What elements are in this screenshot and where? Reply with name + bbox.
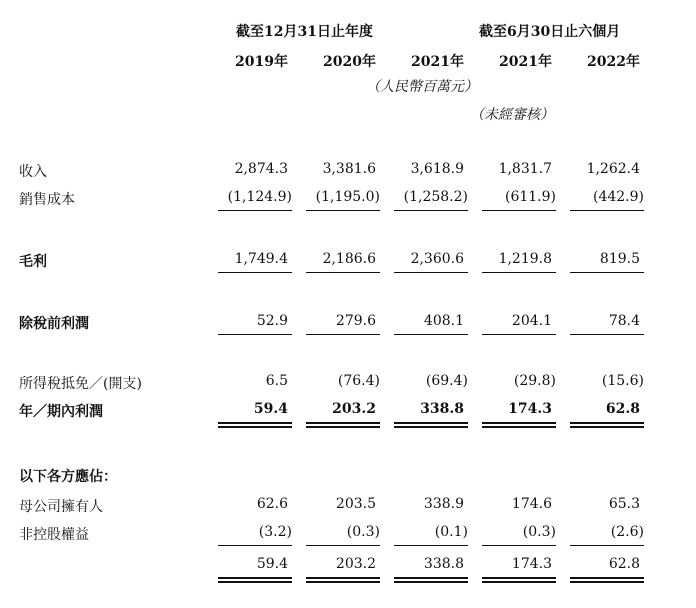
row-label-non-controlling-interests: 非控股權益: [19, 527, 89, 543]
row-label-income-tax: 所得稅抵免／(開支): [19, 376, 142, 392]
double-rule-top-2019: [218, 422, 292, 424]
value-income-tax-2019: 6.5: [265, 373, 288, 389]
value-owners-of-parent-2022-interim: 65.3: [608, 496, 640, 512]
value-profit-before-tax-2022-interim: 78.4: [608, 313, 640, 329]
underline-non-controlling-2022-interim: [570, 545, 644, 546]
underline-non-controlling-2021: [394, 545, 468, 546]
underline-non-controlling-2021-interim: [482, 545, 556, 546]
value-total-2019: 59.4: [256, 556, 288, 572]
double-rule-bottom-2019: [218, 426, 292, 428]
value-owners-of-parent-2021: 338.9: [423, 496, 464, 512]
underline-profit-before-tax-2019: [218, 334, 292, 335]
row-label-profit-for-period: 年／期內利潤: [19, 404, 103, 420]
value-non-controlling-2022-interim: (2.6): [610, 524, 644, 540]
row-label-gross-profit: 毛利: [19, 254, 47, 270]
double-rule-top-2020: [306, 422, 380, 424]
underline-non-controlling-2020: [306, 545, 380, 546]
underline-cost-of-sales-2019: [218, 210, 292, 211]
total-double-rule-bottom-2022-interim: [570, 581, 644, 583]
row-label-attributable-to: 以下各方應佔：: [19, 469, 117, 485]
underline-cost-of-sales-2020: [306, 210, 380, 211]
value-income-tax-2021-interim: (29.8): [513, 373, 556, 389]
value-cost-of-sales-2021: (1,258.2): [403, 189, 468, 205]
value-revenue-2022-interim: 1,262.4: [586, 161, 640, 177]
underline-cost-of-sales-2021-interim: [482, 210, 556, 211]
column-header-2022-interim: 2022年: [587, 54, 640, 70]
column-header-2021-interim: 2021年: [499, 54, 552, 70]
value-profit-for-period-2021-interim: 174.3: [508, 401, 552, 417]
double-rule-bottom-2020: [306, 426, 380, 428]
total-double-rule-top-2020: [306, 577, 380, 579]
value-non-controlling-2021: (0.1): [434, 524, 468, 540]
row-label-cost-of-sales: 銷售成本: [19, 192, 75, 208]
double-rule-bottom-2021: [394, 426, 468, 428]
column-header-2019: 2019年: [235, 54, 288, 70]
value-total-2021-interim: 174.3: [511, 556, 552, 572]
total-double-rule-top-2021-interim: [482, 577, 556, 579]
header-year-end-group: 截至12月31日止年度: [236, 24, 373, 40]
row-label-owners-of-parent: 母公司擁有人: [19, 499, 103, 515]
double-rule-bottom-2021-interim: [482, 426, 556, 428]
value-profit-before-tax-2021: 408.1: [423, 313, 464, 329]
double-rule-top-2022-interim: [570, 422, 644, 424]
underline-cost-of-sales-2021: [394, 210, 468, 211]
value-profit-before-tax-2019: 52.9: [256, 313, 288, 329]
value-owners-of-parent-2020: 203.5: [335, 496, 376, 512]
value-total-2022-interim: 62.8: [608, 556, 640, 572]
unaudited-note: （未經審核）: [470, 107, 554, 123]
value-non-controlling-2019: (3.2): [258, 524, 292, 540]
value-total-2020: 203.2: [335, 556, 376, 572]
underline-cost-of-sales-2022-interim: [570, 210, 644, 211]
value-revenue-2021: 3,618.9: [410, 161, 464, 177]
total-double-rule-bottom-2021: [394, 581, 468, 583]
value-gross-profit-2021: 2,360.6: [410, 251, 464, 267]
value-revenue-2021-interim: 1,831.7: [498, 161, 552, 177]
value-profit-for-period-2020: 203.2: [332, 401, 376, 417]
underline-profit-before-tax-2021: [394, 334, 468, 335]
value-profit-for-period-2021: 338.8: [420, 401, 464, 417]
value-profit-before-tax-2020: 279.6: [335, 313, 376, 329]
value-gross-profit-2021-interim: 1,219.8: [498, 251, 552, 267]
underline-profit-before-tax-2022-interim: [570, 334, 644, 335]
double-rule-bottom-2022-interim: [570, 426, 644, 428]
value-income-tax-2022-interim: (15.6): [601, 373, 644, 389]
value-gross-profit-2022-interim: 819.5: [599, 251, 640, 267]
row-label-revenue: 收入: [19, 164, 47, 180]
row-label-profit-before-tax: 除稅前利潤: [19, 316, 89, 332]
underline-profit-before-tax-2020: [306, 334, 380, 335]
value-non-controlling-2020: (0.3): [346, 524, 380, 540]
total-double-rule-bottom-2019: [218, 581, 292, 583]
underline-gross-profit-2022-interim: [570, 272, 644, 273]
header-six-months-group: 截至6月30日止六個月: [479, 24, 621, 40]
value-revenue-2019: 2,874.3: [234, 161, 288, 177]
underline-gross-profit-2020: [306, 272, 380, 273]
total-double-rule-top-2019: [218, 577, 292, 579]
underline-gross-profit-2021: [394, 272, 468, 273]
double-rule-top-2021-interim: [482, 422, 556, 424]
value-cost-of-sales-2022-interim: (442.9): [592, 189, 644, 205]
column-header-2020: 2020年: [323, 54, 376, 70]
total-double-rule-top-2022-interim: [570, 577, 644, 579]
underline-gross-profit-2019: [218, 272, 292, 273]
total-double-rule-bottom-2021-interim: [482, 581, 556, 583]
underline-non-controlling-2019: [218, 545, 292, 546]
value-gross-profit-2019: 1,749.4: [234, 251, 288, 267]
underline-profit-before-tax-2021-interim: [482, 334, 556, 335]
value-non-controlling-2021-interim: (0.3): [522, 524, 556, 540]
column-header-2021: 2021年: [411, 54, 464, 70]
value-owners-of-parent-2021-interim: 174.6: [511, 496, 552, 512]
value-income-tax-2021: (69.4): [425, 373, 468, 389]
value-gross-profit-2020: 2,186.6: [322, 251, 376, 267]
value-cost-of-sales-2021-interim: (611.9): [504, 189, 556, 205]
value-total-2021: 338.8: [423, 556, 464, 572]
total-double-rule-bottom-2020: [306, 581, 380, 583]
value-profit-for-period-2022-interim: 62.8: [605, 401, 640, 417]
value-cost-of-sales-2020: (1,195.0): [315, 189, 380, 205]
value-income-tax-2020: (76.4): [337, 373, 380, 389]
total-double-rule-top-2021: [394, 577, 468, 579]
value-profit-before-tax-2021-interim: 204.1: [511, 313, 552, 329]
value-profit-for-period-2019: 59.4: [253, 401, 288, 417]
value-revenue-2020: 3,381.6: [322, 161, 376, 177]
underline-gross-profit-2021-interim: [482, 272, 556, 273]
value-owners-of-parent-2019: 62.6: [256, 496, 288, 512]
currency-note: （人民幣百萬元）: [366, 79, 478, 95]
value-cost-of-sales-2019: (1,124.9): [227, 189, 292, 205]
double-rule-top-2021: [394, 422, 468, 424]
